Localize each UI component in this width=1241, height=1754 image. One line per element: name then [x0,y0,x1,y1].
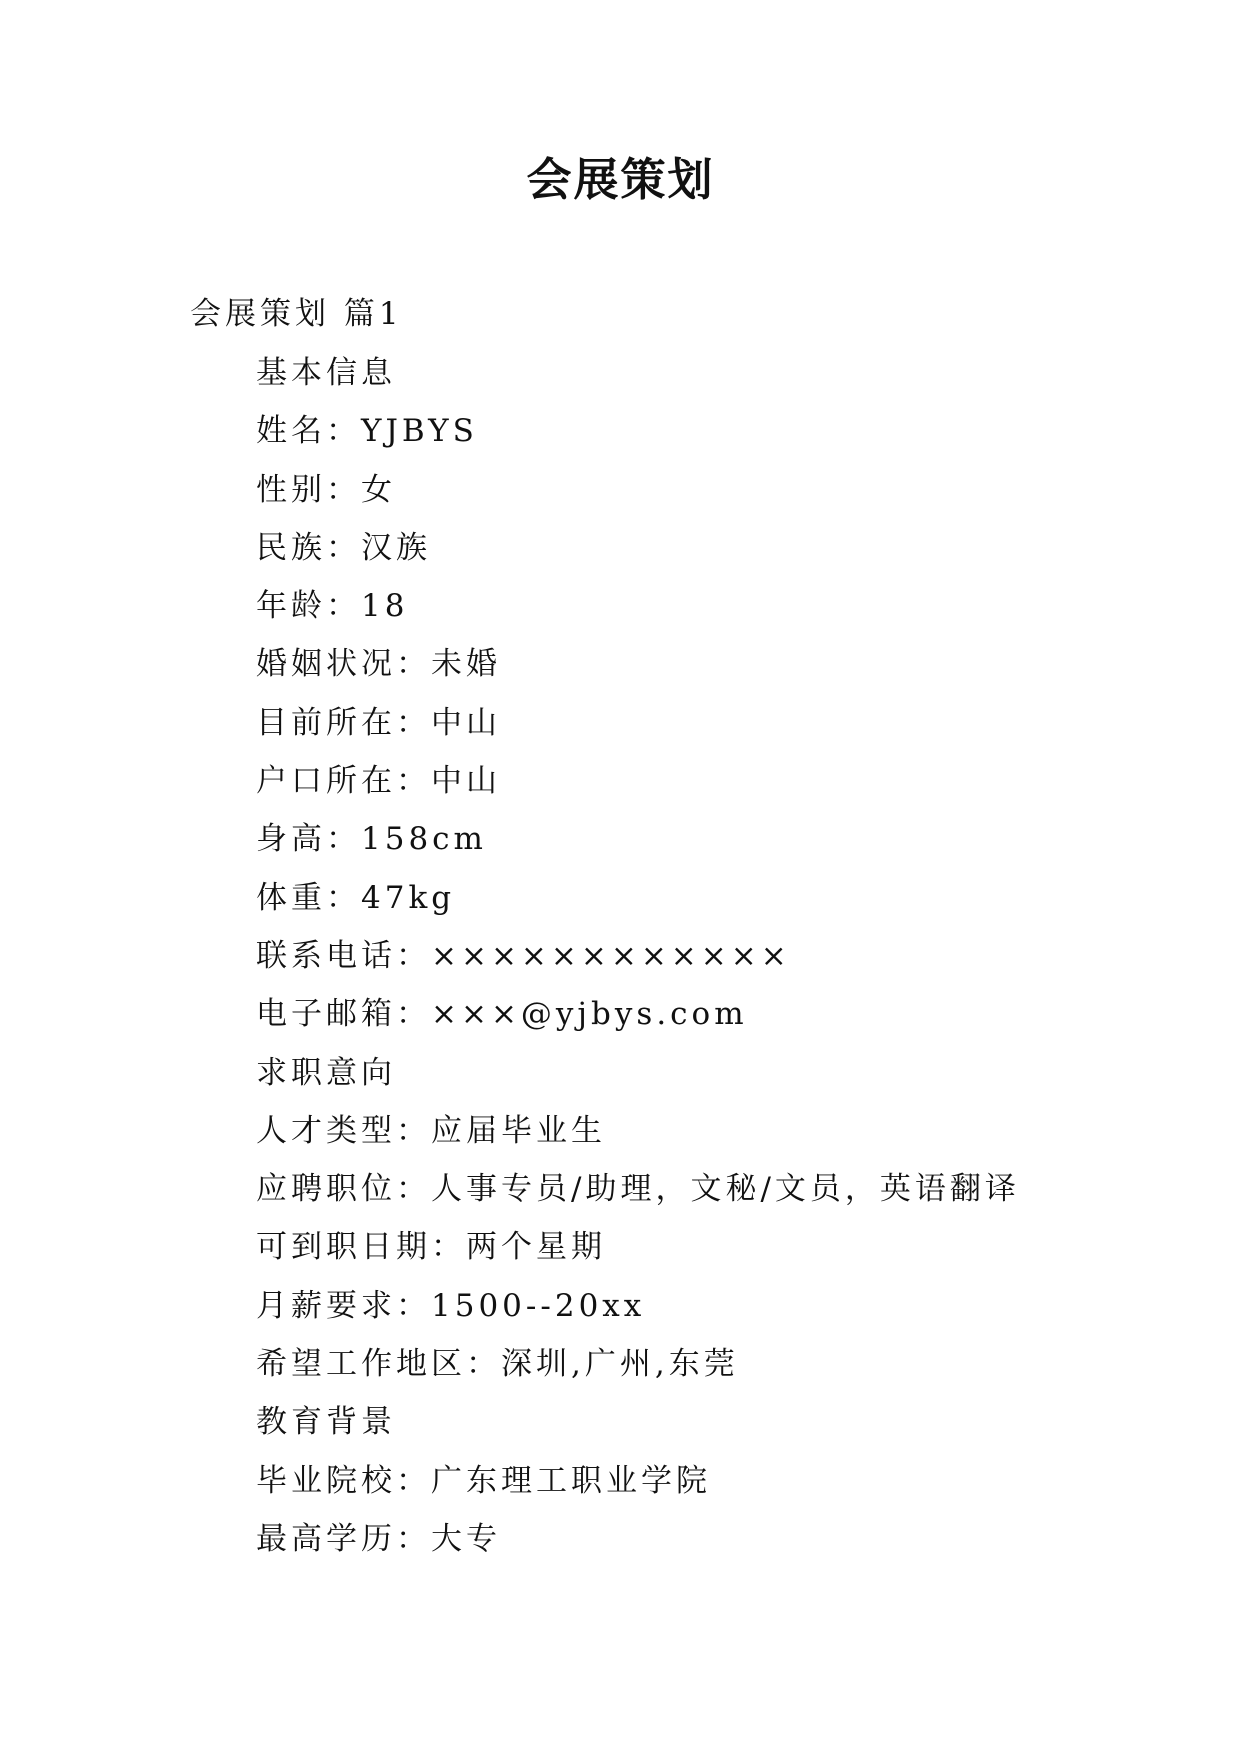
line-education-heading: 教育背景 [256,1404,396,1441]
line-gender: 性别：女 [256,471,396,508]
line-talent-type: 人才类型：应届毕业生 [256,1112,606,1149]
line-email: 电子邮箱：×××@yjbys.com [256,996,748,1033]
line-marital-status: 婚姻状况：未婚 [256,646,501,683]
line-weight: 体重：47kg [256,879,456,916]
line-salary-requirement: 月薪要求：1500--20xx [256,1287,646,1324]
line-name: 姓名：YJBYS [256,413,478,450]
line-applied-positions: 应聘职位：人事专员/助理，文秘/文员，英语翻译 [256,1171,1020,1208]
line-job-intention-heading: 求职意向 [256,1054,396,1091]
line-ethnicity: 民族：汉族 [256,529,431,566]
line-household-registration: 户口所在：中山 [256,763,501,800]
line-current-location: 目前所在：中山 [256,704,501,741]
line-graduate-school: 毕业院校：广东理工职业学院 [256,1462,711,1499]
line-height: 身高：158cm [256,821,487,858]
section-heading: 会展策划 篇1 [190,296,403,332]
line-available-date: 可到职日期：两个星期 [256,1229,606,1266]
line-basic-info-heading: 基本信息 [256,355,396,391]
line-phone: 联系电话：×××××××××××× [256,937,791,974]
line-highest-education: 最高学历：大专 [256,1520,501,1557]
line-preferred-work-area: 希望工作地区：深圳,广州,东莞 [256,1346,739,1383]
line-age: 年龄：18 [256,588,409,625]
document-title: 会展策划 [526,153,715,206]
resume-lines [256,351,1020,1575]
